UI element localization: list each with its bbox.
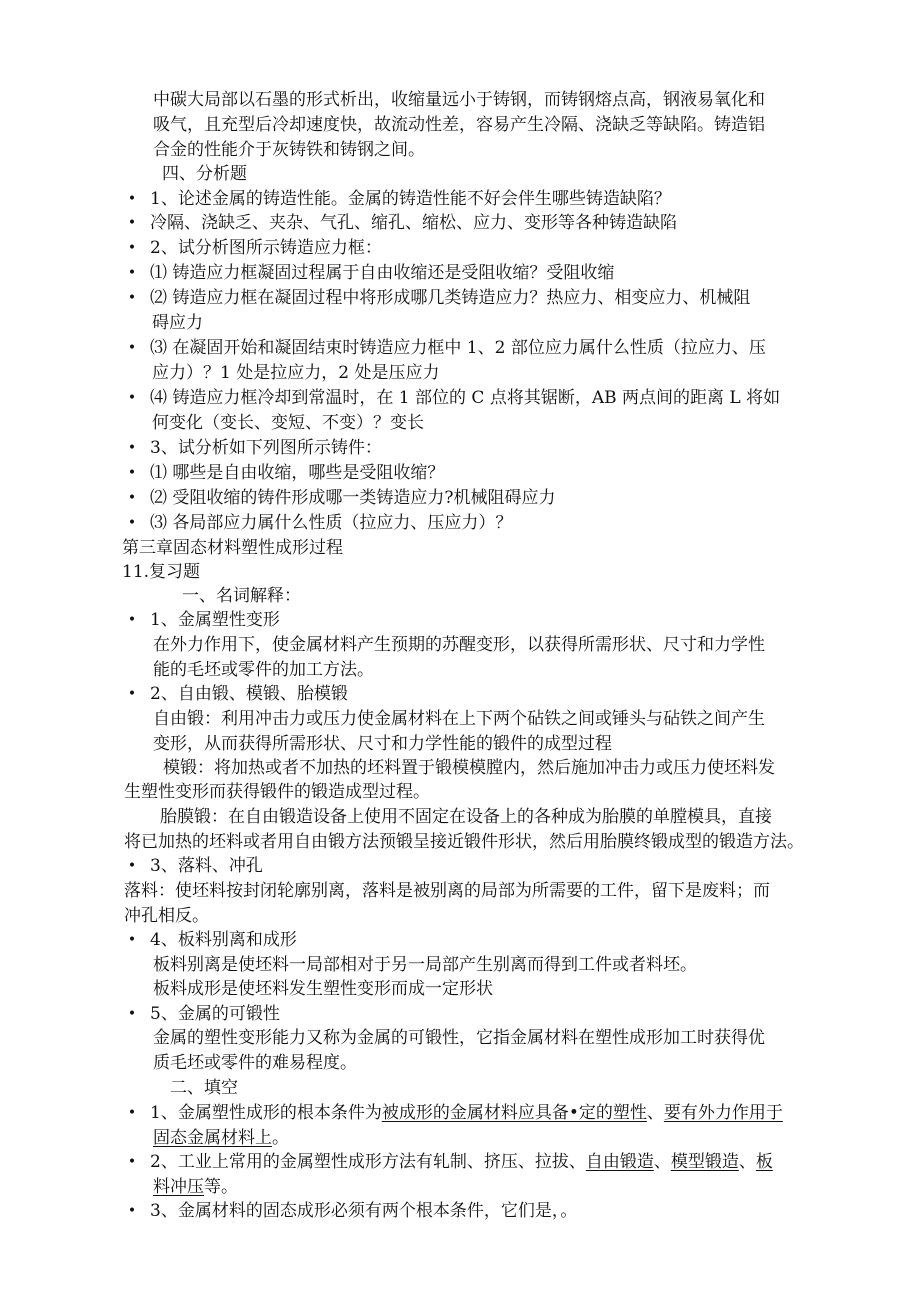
fill-question-3: 3、金属材料的固态成形必须有两个根本条件，它们是，。 [150,1201,578,1221]
fill-question-2-cont [153,1175,238,1200]
analysis-question-3: 3、试分析如下列图所示铸件： [150,438,382,458]
fill-2-answer-2: 模型锻造 [670,1152,739,1172]
bullet-marker: • [127,215,137,231]
bullet-marker: • [127,858,137,874]
term-2-free-forging-cont: 变形，从而获得所需形状、尺寸和力学性能的锻件的成型过程 [153,734,612,754]
section-heading-analysis: 四、分析题 [162,164,247,184]
analysis-question-1: 1、论述金属的铸造性能。金属的铸造性能不好会伴生哪些铸造缺陷？ [150,189,671,209]
term-3-definition: 落料：使坯料按封闭轮廓别离，落料是被别离的局部为所需要的工件，留下是废料；而 [124,881,770,901]
fill-2-end: 等。 [204,1177,238,1197]
bullet-marker: • [127,440,137,456]
term-4: 4、板料别离和成形 [150,930,297,950]
bullet-marker: • [127,1203,137,1219]
fill-2-answer-1: 自由锻造 [585,1152,654,1172]
bullet-marker: • [127,340,137,356]
term-5-definition-cont: 质毛坯或零件的难易程度。 [153,1053,357,1073]
analysis-q2-item-3-cont: 应力）？1 处是拉应力，2 处是压应力 [152,363,440,383]
fill-1-answer-1: 被成形的金属材料应具备•定的塑性 [381,1103,647,1123]
analysis-q2-item-2: ⑵ 铸造应力框在凝固过程中将形成哪几类铸造应力？热应力、相变应力、机械阻 [150,288,751,308]
analysis-answer-1: 冷隔、浇缺乏、夹杂、气孔、缩孔、缩松、应力、变形等各种铸造缺陷 [150,213,677,233]
bullet-marker: • [127,390,137,406]
term-2-loose-tooling-cont: 将已加热的坯料或者用自由锻方法预锻呈接近锻件形状，然后用胎膜终锻成型的锻造方法。 [124,832,804,852]
bullet-marker: • [127,465,137,481]
bullet-marker: • [127,191,137,207]
bullet-marker: • [127,1154,137,1170]
fill-1-end: 。 [272,1128,289,1148]
section-heading-terms: 一、名词解释： [182,586,301,606]
term-5: 5、金属的可锻性 [150,1004,280,1024]
term-5-definition: 金属的塑性变形能力又称为金属的可锻性，它指金属材料在塑性成形加工时获得优 [153,1028,765,1048]
term-2-die-forging: 模锻：将加热或者不加热的坯料置于锻模模膛内，然后施加冲击力或压力使坯料发 [163,758,775,778]
bullet-marker: • [127,515,137,531]
bullet-marker: • [127,686,137,702]
analysis-q2-item-2-cont: 碍应力 [152,313,203,333]
term-2-free-forging: 自由锻：利用冲击力或压力使金属材料在上下两个砧铁之间或锤头与砧铁之间产生 [153,709,765,729]
term-3: 3、落料、冲孔 [150,856,263,876]
analysis-q2-item-4-cont: 何变化（变长、变短、不变）？变长 [152,413,424,433]
bullet-marker: • [127,1105,137,1121]
fill-2-answer-3-cont: 料冲压 [153,1177,204,1197]
review-title: 11.复习题 [122,562,201,582]
bullet-marker: • [127,240,137,256]
fill-2-answer-3: 板 [755,1152,773,1172]
section-heading-fill: 二、填空 [170,1078,238,1098]
fill-question-1-cont [153,1126,289,1151]
analysis-q2-item-4: ⑷ 铸造应力框冷却到常温时，在 1 部位的 C 点将其锯断，AB 两点间的距离 L 将如 [150,388,781,408]
term-2-loose-tooling: 胎膜锻：在自由锻造设备上使用不固定在设备上的各种成为胎膜的单膛模具，直接 [160,807,772,827]
term-4-forming: 板料成形是使坯料发生塑性变形而成一定形状 [153,979,493,999]
fill-2-separator-1: 、 [653,1152,671,1172]
fill-1-answer-2: 要有外力作用于 [663,1103,783,1123]
fill-1-prefix: 1、金属塑性成形的根本条件为 [150,1103,382,1123]
analysis-q2-item-1: ⑴ 铸造应力框凝固过程属于自由收缩还是受阻收缩？受阻收缩 [150,263,615,283]
fill-2-separator-2: 、 [738,1152,756,1172]
fill-1-separator: 、 [646,1103,664,1123]
analysis-q3-item-1: ⑴ 哪些是自由收缩，哪些是受阻收缩？ [150,463,445,483]
chapter-title: 第三章固态材料塑性成形过程 [122,538,343,558]
bullet-marker: • [127,612,137,628]
analysis-q3-item-2: ⑵ 受阻收缩的铸件形成哪一类铸造应力?机械阻碍应力 [150,488,556,508]
bullet-marker: • [127,1006,137,1022]
term-4-separation: 板料别离是使坯料一局部相对于另一局部产生别离而得到工件或者料坯。 [153,955,697,975]
fill-question-1 [150,1101,783,1126]
term-1-definition: 在外力作用下，使金属材料产生预期的苏醒变形，以获得所需形状、尺寸和力学性 [153,635,765,655]
fill-1-answer-2-cont: 固态金属材料上 [153,1128,272,1148]
bullet-marker: • [127,490,137,506]
analysis-question-2: 2、试分析图所示铸造应力框： [150,238,382,258]
fill-2-prefix: 2、工业上常用的金属塑性成形方法有轧制、挤压、拉拔、 [150,1152,586,1172]
intro-line-3: 合金的性能介于灰铸铁和铸钢之间。 [153,140,425,160]
bullet-marker: • [127,932,137,948]
term-2: 2、自由锻、模锻、胎模锻 [150,684,348,704]
term-3-definition-cont: 冲孔相反。 [124,906,209,926]
analysis-q3-item-3: ⑶ 各局部应力属什么性质（拉应力、压应力）？ [150,513,513,533]
bullet-marker: • [127,290,137,306]
fill-question-2 [150,1150,773,1175]
intro-line-2: 吸气，且充型后冷却速度快，故流动性差，容易产生冷隔、浇缺乏等缺陷。铸造铝 [153,115,765,135]
term-1-definition-cont: 能的毛坯或零件的加工方法。 [153,660,374,680]
term-1: 1、金属塑性变形 [150,610,280,630]
term-2-die-forging-cont: 生塑性变形而获得锻件的锻造成型过程。 [124,782,430,802]
intro-line-1: 中碳大局部以石墨的形式析出，收缩量远小于铸钢，而铸钢熔点高，钢液易氧化和 [153,90,765,110]
analysis-q2-item-3: ⑶ 在凝固开始和凝固结束时铸造应力框中 1、2 部位应力属什么性质（拉应力、压 [150,338,766,358]
bullet-marker: • [127,265,137,281]
